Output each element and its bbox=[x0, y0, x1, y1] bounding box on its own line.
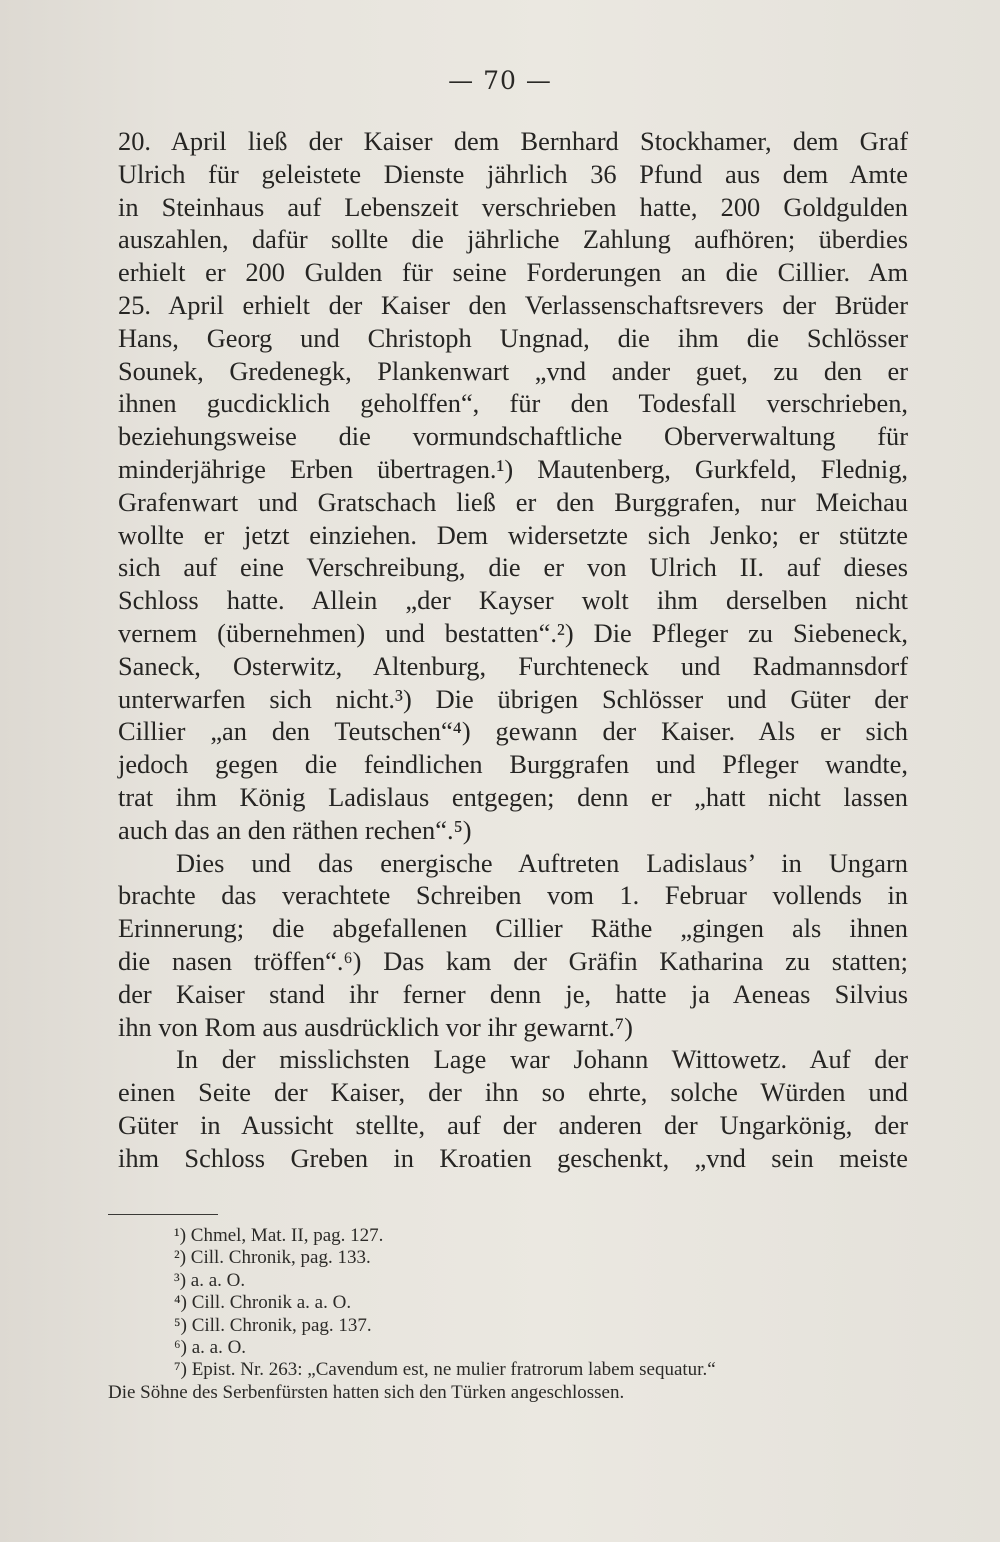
text-line: brachte das verachtete Schreiben vom 1. Februar vollends in bbox=[118, 880, 908, 911]
text-line: einen Seite der Kaiser, der ihn so ehrte, solche Würden und bbox=[118, 1077, 908, 1108]
text-line: ihm Schloss Greben in Kroatien geschenkt, „vnd sein meiste bbox=[118, 1142, 908, 1173]
text-line: ihnen gucdicklich geholffen“, für den Todesfall verschrieben, bbox=[118, 388, 908, 419]
footnote-line: ²) Cill. Chronik, pag. 133. bbox=[174, 1247, 371, 1269]
text-line: Ulrich für geleistete Dienste jährlich 36 Pfund aus dem Amte bbox=[118, 158, 908, 189]
text-line: Cillier „an den Teutschen“⁴) gewann der Kaiser. Als er sich bbox=[118, 716, 908, 747]
footnote-line: ⁷) Epist. Nr. 263: „Cavendum est, ne mulier fratrorum labem sequatur.“ bbox=[174, 1359, 716, 1381]
text-line: vernem (übernehmen) und bestatten“.²) Die Pfleger zu Siebeneck, bbox=[118, 617, 908, 648]
footnote-divider bbox=[108, 1214, 218, 1215]
text-line: ihn von Rom aus ausdrücklich vor ihr gewarnt.⁷) bbox=[118, 1011, 633, 1042]
text-line: beziehungsweise die vormundschaftliche Oberverwaltung für bbox=[118, 421, 908, 452]
footnote-line: ⁴) Cill. Chronik a. a. O. bbox=[174, 1292, 352, 1314]
text-line: erhielt er 200 Gulden für seine Forderungen an die Cillier. Am bbox=[118, 257, 908, 288]
text-line: Güter in Aussicht stellte, auf der anderen der Ungarkönig, der bbox=[118, 1109, 908, 1140]
footnote-line: ³) a. a. O. bbox=[174, 1269, 246, 1291]
text-line: der Kaiser stand ihr ferner denn je, hatte ja Aeneas Silvius bbox=[118, 978, 908, 1009]
text-line: Sounek, Gredenegk, Plankenwart „vnd ander guet, zu den er bbox=[118, 355, 908, 386]
text-line: wollte er jetzt einziehen. Dem widersetzte sich Jenko; er stützte bbox=[118, 519, 908, 550]
text-line: Schloss hatte. Allein „der Kayser wolt ihm derselben nicht bbox=[118, 585, 908, 616]
text-line: In der misslichsten Lage war Johann Wittowetz. Auf der bbox=[176, 1044, 908, 1075]
footnote-line: ⁶) a. a. O. bbox=[174, 1337, 247, 1359]
text-line: auszahlen, dafür sollte die jährliche Zahlung aufhören; überdies bbox=[118, 224, 908, 255]
text-line: unterwarfen sich nicht.³) Die übrigen Schlösser und Güter der bbox=[118, 683, 908, 714]
footnote-line: ⁵) Cill. Chronik, pag. 137. bbox=[174, 1314, 372, 1336]
footnotes bbox=[108, 1225, 908, 1404]
footnote-line: Die Söhne des Serbenfürsten hatten sich den Türken angeschlossen. bbox=[108, 1381, 625, 1403]
text-line: auch das an den räthen rechen“.⁵) bbox=[118, 814, 472, 845]
text-line: in Steinhaus auf Lebenszeit verschrieben hatte, 200 Goldgulden bbox=[118, 191, 908, 222]
text-line: jedoch gegen die feindlichen Burggrafen und Pfleger wandte, bbox=[118, 749, 908, 780]
text-line: Dies und das energische Auftreten Ladislaus’ in Ungarn bbox=[176, 847, 908, 878]
text-line: Hans, Georg und Christoph Ungnad, die ihm die Schlösser bbox=[118, 322, 908, 353]
text-line: 20. April ließ der Kaiser dem Bernhard Stockhamer, dem Graf bbox=[118, 126, 908, 156]
text-line: 25. April erhielt der Kaiser den Verlassenschaftsrevers der Brüder bbox=[118, 289, 908, 320]
text-line: die nasen tröffen“.⁶) Das kam der Gräfin Katharina zu statten; bbox=[118, 945, 908, 976]
text-line: Saneck, Osterwitz, Altenburg, Furchteneck und Radmannsdorf bbox=[118, 650, 908, 681]
text-line: minderjährige Erben übertragen.¹) Mautenberg, Gurkfeld, Flednig, bbox=[118, 453, 908, 484]
text-line: Erinnerung; die abgefallenen Cillier Räthe „gingen als ihnen bbox=[118, 913, 908, 944]
main-text bbox=[118, 125, 908, 1175]
text-line: sich auf eine Verschreibung, die er von Ulrich II. auf dieses bbox=[118, 552, 908, 583]
page-number: — 70 — bbox=[448, 66, 552, 95]
text-line: Grafenwart und Gratschach ließ er den Burggrafen, nur Meichau bbox=[118, 486, 908, 517]
text-line: trat ihm König Ladislaus entgegen; denn er „hatt nicht lassen bbox=[118, 781, 908, 812]
footnote-line: ¹) Chmel, Mat. II, pag. 127. bbox=[174, 1225, 384, 1246]
